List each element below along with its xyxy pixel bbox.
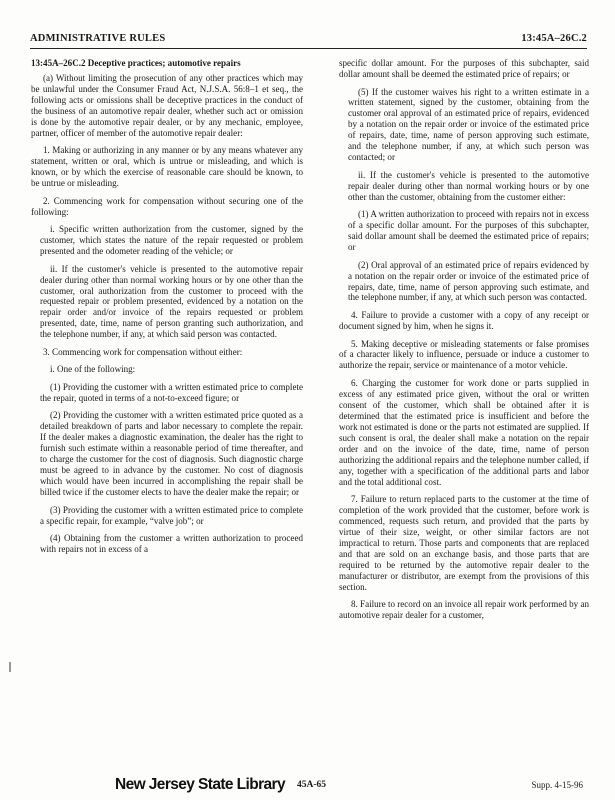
margin-mark [9,662,11,672]
paragraph-6: 6. Charging the customer for work done or parts supplied in excess of any estimated price given, without the oral or written consent of the customer, which shall be obtained after it is determined that the estimated price is insufficient and before the work not estimated is done or the parts not estimated are supplied. If such consent is oral, the dealer shall make a notation on the repair order and on the invoice of the date, time, name of person authorizing the additional repairs and the telephone number called, if any, together with a specification of the additional parts and labor and the total additional cost. [339,377,589,487]
library-watermark: New Jersey State Library [115,776,285,793]
paragraph-a: (a) Without limiting the prosecution of any other practices which may be unlawful under the Consumer Fraud Act, N.J.S.A. 56:8–1 et seq., the following acts or omissions shall be deceptive practices in the conduct of the business of an automotive repair dealer, whether such act or omission is done by the automotive repair dealer, or by any mechanic, employee, partner, officer of member of the automotive repair dealer: [31,72,303,138]
paragraph-7: 7. Failure to return replaced parts to the customer at the time of completion of the work provided that the customer, before work is commenced, requests such return, and provided that the parts by virtue of their size, weight, or other similar factors are not impractical to return. Those parts and components that are replaced and that are sold on an exchange basis, and those parts that are required to be returned by the automotive repair dealer to the manufacturer or distributor, are exempt from the provisions of this section. [339,494,589,592]
paragraph-2: 2. Commencing work for compensation without securing one of the following: [31,195,303,217]
paragraph-5: 5. Making deceptive or misleading statements or false promises of a character likely to influence, persuade or induce a customer to authorize the repair, service or maintenance of a motor vehicle. [339,338,589,371]
paragraph-3-i-3: (3) Providing the customer with a written estimated price to complete a specific repair, for example, “valve job”; or [40,504,303,526]
paragraph-3-i-1: (1) Providing the customer with a written estimated price to complete the repair, quoted in terms of a not-to-exceed figure; or [40,381,303,403]
paragraph-3-i-5: (5) If the customer waives his right to a written estimate in a written statement, signed by the customer, obtaining from the customer oral approval of an estimated price of repairs, evidenced by a notation on the repair order or invoice of the estimated price of repairs, date, time, name of person approving such estimate, and the telephone number, if any, at which such person was contacted; or [348,86,589,163]
page-footer [0,776,615,796]
paragraph-2-i: i. Specific written authorization from the customer, signed by the customer, which states the nature of the repair requested or problem presented and the odometer reading of the vehicle; or [40,224,303,257]
left-column [31,58,303,562]
paragraph-2-ii: ii. If the customer's vehicle is presented to the automotive repair dealer during other than normal working hours or by one other than the customer, oral authorization from the customer to proceed with the requested repair or problem presented, evidenced by a notation on the repair order and/or invoice of the repairs requested or problem presented, date, time, name of person granting such authorization, and the telephone number, if any, at which said person was contacted. [40,263,303,340]
paragraph-3: 3. Commencing work for compensation without either: [43,346,243,357]
supplement-date: Supp. 4-15-96 [531,780,583,790]
running-header [30,30,587,49]
paragraph-3-i: i. One of the following: [50,364,136,375]
paragraph-3-i-4: (4) Obtaining from the customer a written authorization to proceed with repairs not in excess of a [40,533,303,555]
section-heading: 13:45A–26C.2 Deceptive practices; automotive repairs [31,58,241,68]
paragraph-3-ii-2: (2) Oral approval of an estimated price of repairs evidenced by a notation on the repair order or invoice of the estimated price of repairs, date, time, name of person approving such estimate, and the telephone number, if any, at which such person was contacted. [348,259,589,303]
right-column [339,58,589,628]
header-section-number: 13:45A–26C.2 [521,33,587,44]
paragraph-8: 8. Failure to record on an invoice all repair work performed by an automotive repair dealer for a customer, [339,599,589,621]
page-number: 45A-65 [297,780,327,790]
header-title: ADMINISTRATIVE RULES [30,33,166,44]
paragraph-3-ii: ii. If the customer's vehicle is presented to the automotive repair dealer during other than normal working hours or by one other than the customer, obtaining from the customer either: [348,169,589,202]
paragraph-1: 1. Making or authorizing in any manner or by any means whatever any statement, written or oral, which is untrue or misleading, and which is known, or by which the exercise of reasonable care should be known, to be untrue or misleading. [31,145,303,189]
paragraph-4: 4. Failure to provide a customer with a copy of any receipt or document signed by him, when he signs it. [339,310,589,331]
paragraph-3-ii-1: (1) A written authorization to proceed with repairs not in excess of a specific dollar amount. For the purposes of this subchapter, said dollar amount shall be deemed the estimated price of repairs; or [348,209,589,253]
paragraph-continued: specific dollar amount. For the purposes of this subchapter, said dollar amount shall be deemed the estimated price of repairs; or [339,58,589,79]
paragraph-3-i-2: (2) Providing the customer with a written estimated price quoted as a detailed breakdown of parts and labor necessary to complete the repair. If the dealer makes a diagnostic examination, the dealer has the right to furnish such estimate within a reasonable period of time thereafter, and to charge the customer for the cost of diagnosis. Such diagnostic charge must be agreed to in advance by the customer. No cost of diagnosis which would have been incurred in accomplishing the repair shall be billed twice if the customer elects to have the dealer make the repair; or [40,410,303,498]
